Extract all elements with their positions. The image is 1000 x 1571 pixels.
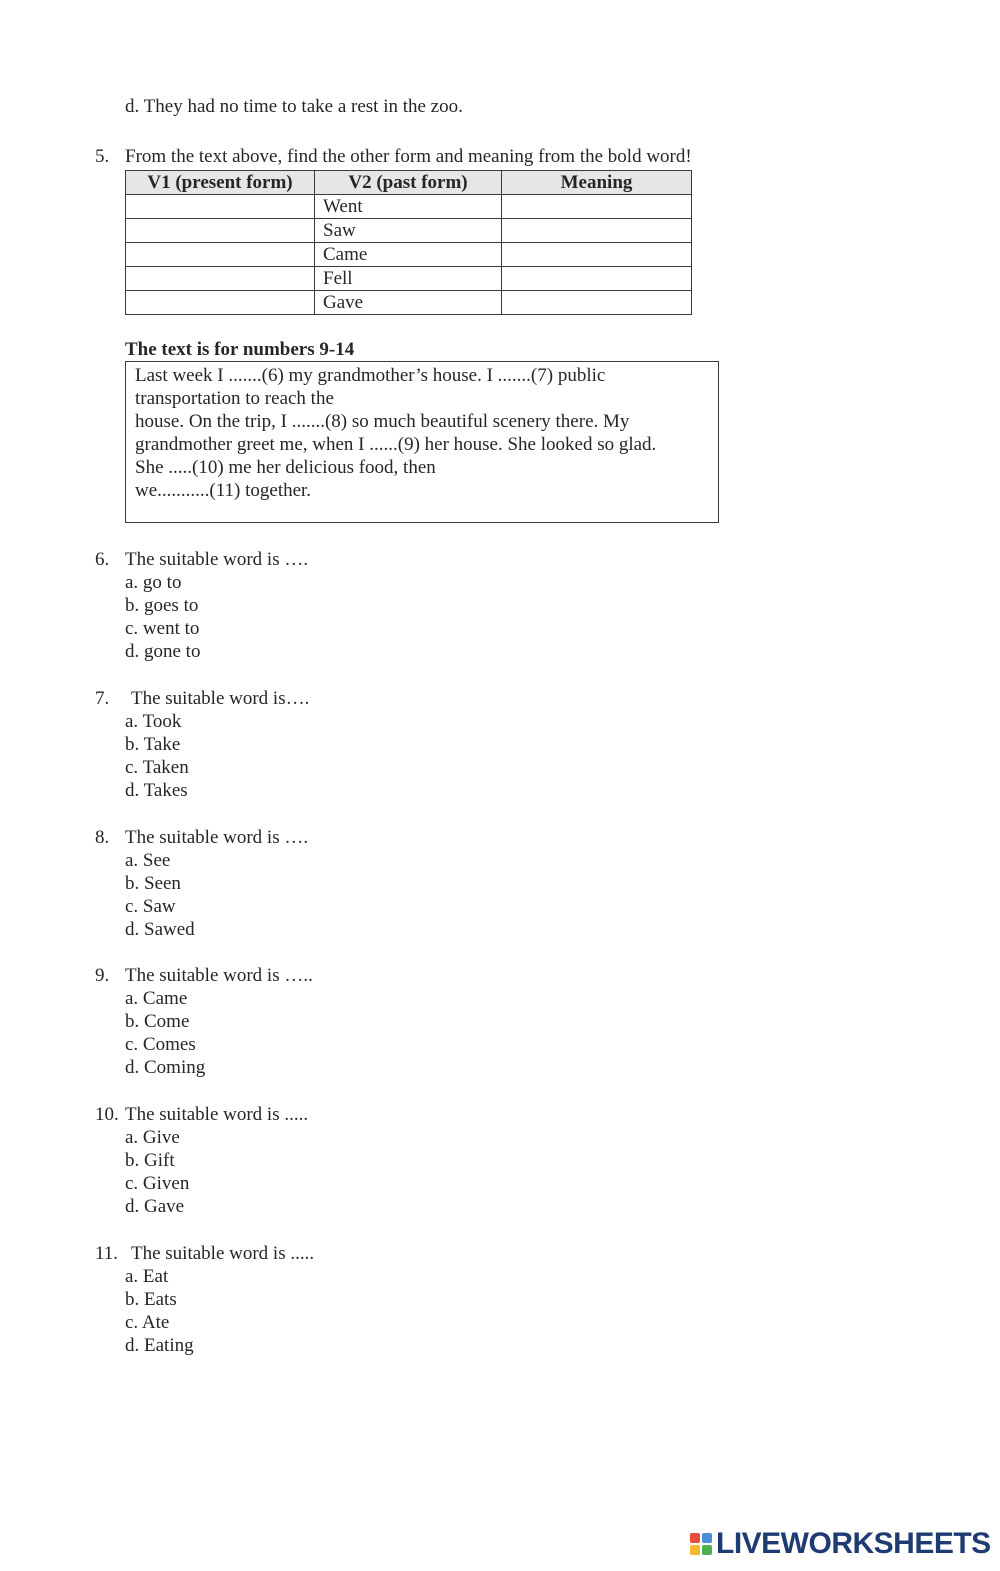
- logo-square-icon: [690, 1533, 700, 1543]
- meaning-cell[interactable]: [502, 291, 692, 315]
- meaning-cell[interactable]: [502, 195, 692, 219]
- v1-cell[interactable]: [126, 291, 315, 315]
- logo-square-icon: [690, 1545, 700, 1555]
- q9-option-a[interactable]: a. Came: [125, 988, 188, 1009]
- header-meaning: Meaning: [502, 171, 692, 195]
- v2-cell: Gave: [315, 291, 502, 315]
- passage-box: [125, 361, 719, 523]
- q8-option-a[interactable]: a. See: [125, 850, 171, 871]
- logo-text: LIVEWORKSHEETS: [716, 1527, 991, 1560]
- q7-prompt: The suitable word is….: [131, 688, 310, 709]
- q6-option-c[interactable]: c. went to: [125, 618, 200, 639]
- table-row: [126, 291, 692, 315]
- q11-prompt: The suitable word is .....: [131, 1243, 315, 1264]
- passage-line: transportation to reach the: [135, 388, 334, 409]
- q10-number: 10.: [95, 1104, 119, 1125]
- table-row: [126, 195, 692, 219]
- q9-number: 9.: [95, 965, 110, 986]
- q9-option-b[interactable]: b. Come: [125, 1011, 190, 1032]
- q7-number: 7.: [95, 688, 110, 709]
- meaning-cell[interactable]: [502, 243, 692, 267]
- passage-line: we...........(11) together.: [135, 480, 312, 501]
- q10-option-d[interactable]: d. Gave: [125, 1196, 185, 1217]
- q8-prompt: The suitable word is ….: [125, 827, 309, 848]
- q10-option-a[interactable]: a. Give: [125, 1127, 180, 1148]
- q11-number: 11.: [95, 1243, 119, 1264]
- q6-option-a[interactable]: a. go to: [125, 572, 182, 593]
- verb-forms-table: [125, 170, 692, 315]
- q5-prompt: From the text above, find the other form and meaning from the bold word!: [125, 146, 692, 167]
- v1-cell[interactable]: [126, 267, 315, 291]
- q7-option-d[interactable]: d. Takes: [125, 780, 188, 801]
- q8-number: 8.: [95, 827, 110, 848]
- q7-option-c[interactable]: c. Taken: [125, 757, 189, 778]
- v2-cell: Fell: [315, 267, 502, 291]
- q8-option-c[interactable]: c. Saw: [125, 896, 176, 917]
- q11-option-a[interactable]: a. Eat: [125, 1266, 169, 1287]
- q6-option-d[interactable]: d. gone to: [125, 641, 201, 662]
- q5-number: 5.: [95, 146, 110, 167]
- q7-option-a[interactable]: a. Took: [125, 711, 182, 732]
- q8-option-d[interactable]: d. Sawed: [125, 919, 195, 940]
- q10-prompt: The suitable word is .....: [125, 1104, 309, 1125]
- v2-cell: Came: [315, 243, 502, 267]
- passage-line: Last week I .......(6) my grandmother’s house. I .......(7) public: [135, 365, 606, 386]
- q4-option-d: d. They had no time to take a rest in the zoo.: [125, 96, 463, 117]
- passage-line: She .....(10) me her delicious food, then: [135, 457, 436, 478]
- meaning-cell[interactable]: [502, 267, 692, 291]
- q9-prompt: The suitable word is …..: [125, 965, 313, 986]
- header-v2: V2 (past form): [315, 171, 502, 195]
- table-row: [126, 219, 692, 243]
- q11-option-d[interactable]: d. Eating: [125, 1335, 194, 1356]
- q8-option-b[interactable]: b. Seen: [125, 873, 181, 894]
- liveworksheets-logo: [690, 1528, 991, 1560]
- header-v1: V1 (present form): [126, 171, 315, 195]
- logo-square-icon: [702, 1545, 712, 1555]
- q6-number: 6.: [95, 549, 110, 570]
- meaning-cell[interactable]: [502, 219, 692, 243]
- v1-cell[interactable]: [126, 243, 315, 267]
- v1-cell[interactable]: [126, 195, 315, 219]
- q7-option-b[interactable]: b. Take: [125, 734, 181, 755]
- q6-prompt: The suitable word is ….: [125, 549, 309, 570]
- table-row: [126, 267, 692, 291]
- table-row: [126, 243, 692, 267]
- q6-option-b[interactable]: b. goes to: [125, 595, 199, 616]
- passage-line: grandmother greet me, when I ......(9) her house. She looked so glad.: [135, 434, 657, 455]
- q9-option-c[interactable]: c. Comes: [125, 1034, 196, 1055]
- table-header-row: [126, 171, 692, 195]
- q10-option-c[interactable]: c. Given: [125, 1173, 190, 1194]
- q11-option-b[interactable]: b. Eats: [125, 1289, 177, 1310]
- passage-heading: The text is for numbers 9-14: [125, 339, 355, 360]
- v2-cell: Saw: [315, 219, 502, 243]
- v2-cell: Went: [315, 195, 502, 219]
- q11-option-c[interactable]: c. Ate: [125, 1312, 170, 1333]
- q10-option-b[interactable]: b. Gift: [125, 1150, 175, 1171]
- v1-cell[interactable]: [126, 219, 315, 243]
- logo-squares-icon: [690, 1533, 712, 1555]
- q9-option-d[interactable]: d. Coming: [125, 1057, 206, 1078]
- logo-square-icon: [702, 1533, 712, 1543]
- passage-line: house. On the trip, I .......(8) so much beautiful scenery there. My: [135, 411, 630, 432]
